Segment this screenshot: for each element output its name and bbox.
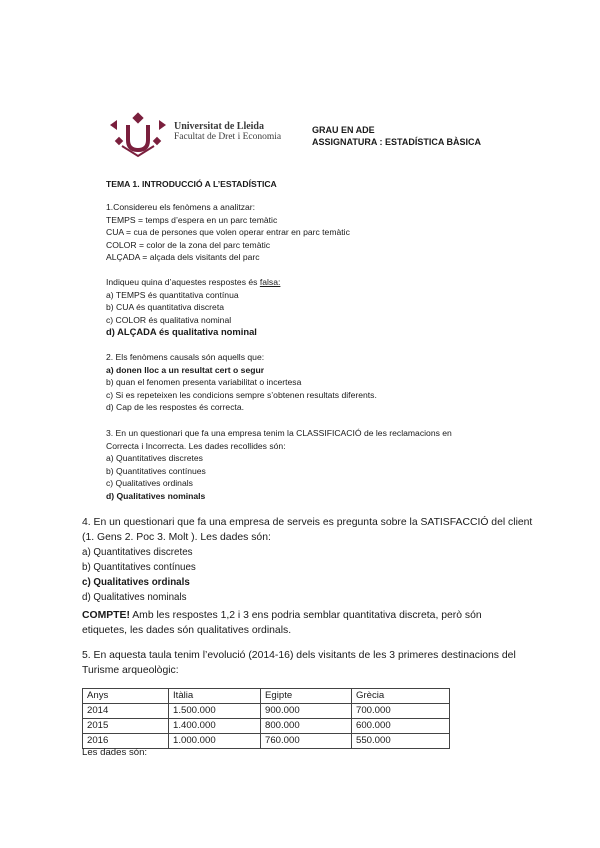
visitors-table bbox=[82, 688, 450, 749]
table-header-cell: Grècia bbox=[352, 689, 450, 704]
option: b) quan el fenomen presenta variabilitat o incertesa bbox=[106, 377, 302, 387]
option: d) Cap de les respostes és correcta. bbox=[106, 402, 245, 412]
definition-line: CUA = cua de persones que volen operar entrar en parc temàtic bbox=[106, 227, 350, 237]
definition-line: TEMPS = temps d’espera en un parc temàtic bbox=[106, 214, 278, 225]
question-1-options bbox=[106, 276, 280, 339]
prompt-underlined-word: falsa: bbox=[259, 277, 281, 287]
table-header-cell: Itàlia bbox=[169, 689, 261, 704]
question-1-prompt: Indiqueu quina d’aquestes respostes és falsa: bbox=[106, 277, 281, 287]
table-cell: 2014 bbox=[83, 704, 169, 719]
option: b) Quantitatives contínues bbox=[82, 562, 196, 573]
question-4 bbox=[82, 515, 532, 545]
table-cell: 550.000 bbox=[352, 734, 450, 749]
option-answer: c) Qualitatives ordinals bbox=[82, 577, 190, 588]
table-cell: 600.000 bbox=[352, 719, 450, 734]
note bbox=[82, 608, 482, 638]
option: b) Quantitatives contínues bbox=[106, 465, 206, 476]
question-3-line: Correcta i Incorrecta. Les dades recollides són: bbox=[106, 440, 286, 451]
note-label: COMPTE! bbox=[82, 610, 130, 621]
note-line-2: etiquetes, les dades són qualitatives ordinals. bbox=[82, 625, 292, 636]
note-line-1: COMPTE! Amb les respostes 1,2 i 3 ens podria semblar quantitativa discreta, però són bbox=[82, 610, 482, 621]
table-row bbox=[83, 704, 450, 719]
table-cell: 760.000 bbox=[261, 734, 352, 749]
option-answer: a) donen lloc a un resultat cert o segur bbox=[106, 364, 265, 375]
university-name: Universitat de Lleida bbox=[174, 121, 264, 132]
option-answer: d) ALÇADA és qualitativa nominal bbox=[106, 326, 257, 337]
table-header-row bbox=[83, 689, 450, 704]
option: a) Quantitatives discretes bbox=[106, 453, 203, 463]
question-1 bbox=[106, 201, 350, 264]
question-3 bbox=[106, 427, 452, 502]
table-cell: 1.500.000 bbox=[169, 704, 261, 719]
question-5-line: 5. En aquesta taula tenim l’evolució (2014-16) dels visitants de les 3 primeres destinacions del bbox=[82, 650, 516, 661]
topic-title: TEMA 1. INTRODUCCIÓ A L’ESTADÍSTICA bbox=[106, 179, 277, 189]
table-cell: 1.000.000 bbox=[169, 734, 261, 749]
option: c) COLOR és qualitativa nominal bbox=[106, 314, 232, 325]
definition-line: COLOR = color de la zona del parc temàtic bbox=[106, 239, 271, 250]
subject-title: ASSIGNATURA : ESTADÍSTICA BÀSICA bbox=[312, 137, 482, 147]
table-header-cell: Egipte bbox=[261, 689, 352, 704]
table-cell: 1.400.000 bbox=[169, 719, 261, 734]
university-logo-icon bbox=[108, 112, 168, 158]
option: c) Si es repeteixen les condicions sempre s’obtenen resultats diferents. bbox=[106, 389, 377, 400]
table-header-cell: Anys bbox=[83, 689, 169, 704]
table-cell: 700.000 bbox=[352, 704, 450, 719]
question-4-line: 4. En un questionari que fa una empresa de serveis es pregunta sobre la SATISFACCIÓ del client bbox=[82, 517, 533, 528]
option: d) Qualitatives nominals bbox=[82, 592, 187, 603]
definition-line: ALÇADA = alçada dels visitants del parc bbox=[106, 252, 260, 262]
question-3-line: 3. En un questionari que fa una empresa tenim la CLASSIFICACIÓ de les reclamacions en bbox=[106, 428, 452, 438]
table-cell: 2016 bbox=[83, 734, 169, 749]
question-5-line: Turisme arqueològic: bbox=[82, 665, 179, 676]
table-row bbox=[83, 719, 450, 734]
question-5 bbox=[82, 648, 516, 678]
question-4-options bbox=[82, 545, 196, 605]
question-2-text: 2. Els fenòmens causals són aquells que: bbox=[106, 352, 265, 362]
question-1-intro: 1.Considereu els fenòmens a analitzar: bbox=[106, 202, 256, 212]
faculty-name: Facultat de Dret i Economia bbox=[174, 132, 282, 142]
option: a) TEMPS és quantitativa contínua bbox=[106, 289, 239, 300]
table-cell: 800.000 bbox=[261, 719, 352, 734]
table-cell: 900.000 bbox=[261, 704, 352, 719]
question-5-after: Les dades són: bbox=[82, 747, 148, 758]
option-answer: d) Qualitatives nominals bbox=[106, 490, 206, 501]
option: c) Qualitatives ordinals bbox=[106, 478, 193, 488]
option: b) CUA és quantitativa discreta bbox=[106, 302, 224, 312]
option: a) Quantitatives discretes bbox=[82, 547, 193, 558]
question-2 bbox=[106, 351, 377, 414]
degree-title: GRAU EN ADE bbox=[312, 125, 375, 135]
table-cell: 2015 bbox=[83, 719, 169, 734]
question-4-line: (1. Gens 2. Poc 3. Molt ). Les dades són: bbox=[82, 532, 271, 543]
